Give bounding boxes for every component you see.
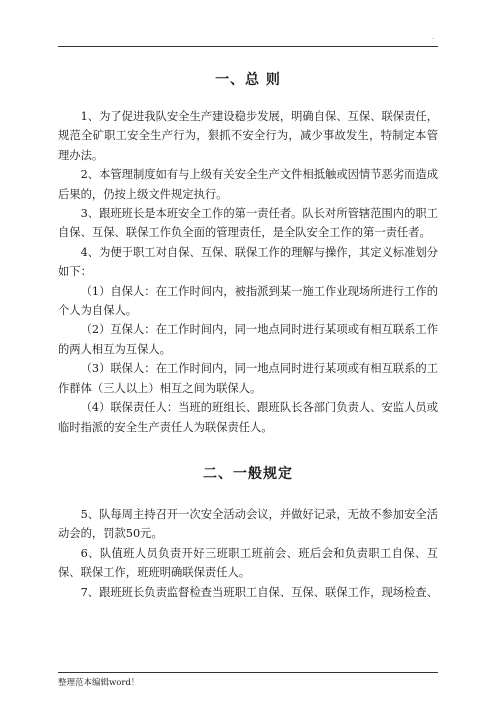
paragraph: 4、为便于职工对自保、互保、联保工作的理解与操作，其定义标准划分如下： xyxy=(58,245,438,279)
paragraph: 2、本管理制度如有与上级有关安全生产文件相抵触或因情节恶劣而造成后果的，仍按上级文件规定执行。 xyxy=(58,168,438,201)
paragraph: （3）联保人：在工作时间内，同一地点同时进行某项或有相互联系的工作群体（三人以上）相互之间为联保人。 xyxy=(58,362,438,395)
paragraph: 1、为了促进我队安全生产建设稳步发展，明确自保、互保、联保责任，规范全矿职工安全生产行为，狠抓不安全行为，减少事故发生，特制定本管理办法。 xyxy=(58,110,438,162)
paragraph: （4）联保责任人：当班的班组长、跟班队长各部门负责人、安监人员或临时指派的安全生产责任人为联保责任人。 xyxy=(58,401,438,434)
section-1-title: 一、总 则 xyxy=(215,72,281,88)
paragraph: 5、队每周主持召开一次安全活动会议，并做好记录，无故不参加安全活动会的，罚款50元。 xyxy=(58,507,438,541)
paragraph: （1）自保人：在工作时间内，被指派到某一施工作业现场所进行工作的个人为自保人。 xyxy=(58,284,438,318)
section-2-title: 二、一般规定 xyxy=(203,465,293,482)
header-corner-mark: . xyxy=(432,34,434,41)
paragraph: （2）互保人：在工作时间内，同一地点同时进行某项或有相互联系工作的两人相互为互保人。 xyxy=(58,323,438,356)
footer-note: 整理范本编辑word！ xyxy=(58,678,140,688)
paragraph: 7、跟班班长负责监督检查当班职工自保、互保、联保工作，现场检查、 xyxy=(80,585,438,599)
paragraph: 6、队值班人员负责开好三班职工班前会、班后会和负责职工自保、互保、联保工作，班班明确联保责任人。 xyxy=(58,546,438,580)
paragraph: 3、跟班班长是本班安全工作的第一责任者。队长对所管辖范围内的职工自保、互保、联保工作负全面的管理责任，是全队安全工作的第一责任者。 xyxy=(58,207,438,240)
header-rule xyxy=(58,46,438,47)
document-body xyxy=(58,64,438,602)
footer-rule xyxy=(58,672,438,673)
